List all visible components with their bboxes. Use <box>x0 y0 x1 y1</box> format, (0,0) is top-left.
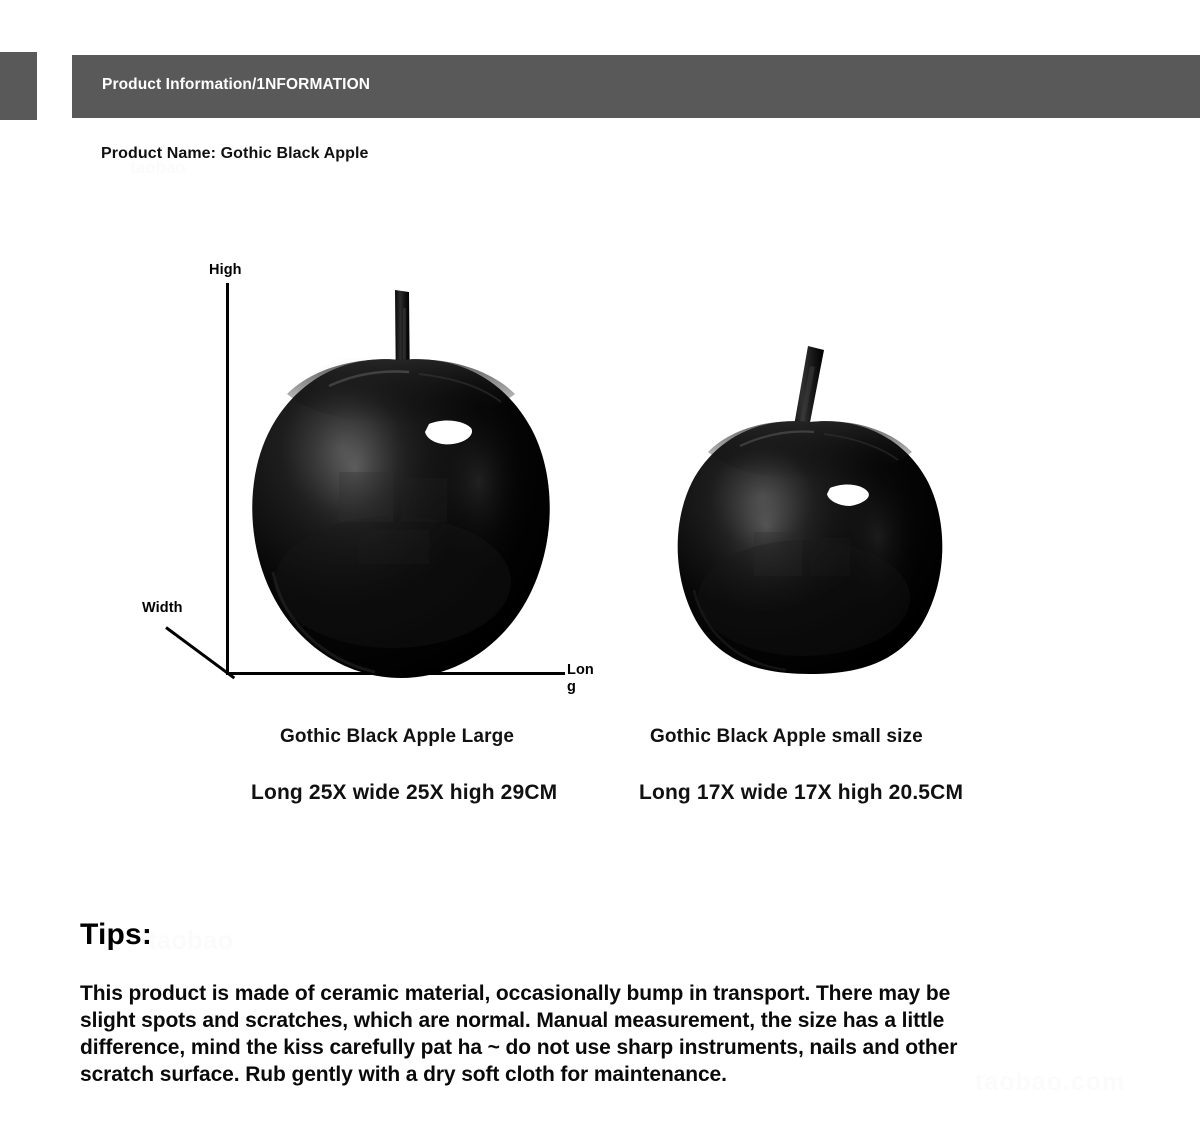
axis-label-high: High <box>209 262 242 278</box>
tips-line: This product is made of ceramic material, occasionally bump in transport. There may be <box>80 982 951 1005</box>
header-accent-block <box>0 52 37 120</box>
tips-line: scratch surface. Rub gently with a dry soft cloth for maintenance. <box>80 1063 727 1086</box>
watermark-tips: taobao <box>148 925 234 955</box>
tips-line: difference, mind the kiss carefully pat ha ~ do not use sharp instruments, nails and other <box>80 1036 958 1059</box>
axis-vertical-line <box>226 283 229 675</box>
axis-diagonal-line <box>165 626 235 679</box>
black-apple-small-icon <box>668 336 954 676</box>
tips-body <box>80 980 1120 1088</box>
watermark-product-name: taobao <box>130 158 186 177</box>
caption-title-small: Gothic Black Apple small size <box>650 726 923 747</box>
product-name-label: Product Name: Gothic Black Apple <box>101 145 369 162</box>
tips-heading: Tips: <box>80 918 153 951</box>
caption-dimensions-large: Long 25X wide 25X high 29CM <box>251 781 558 804</box>
section-title: Product Information/1NFORMATION <box>102 76 371 93</box>
tips-line: slight spots and scratches, which are normal. Manual measurement, the size has a little <box>80 1009 945 1032</box>
black-apple-large-icon <box>243 282 559 682</box>
axis-label-width: Width <box>142 600 183 616</box>
watermark-bottom-right: taobao.com <box>975 1068 1126 1096</box>
caption-title-large: Gothic Black Apple Large <box>280 726 515 747</box>
caption-dimensions-small: Long 17X wide 17X high 20.5CM <box>639 781 964 804</box>
axis-label-long: Long <box>567 662 594 695</box>
